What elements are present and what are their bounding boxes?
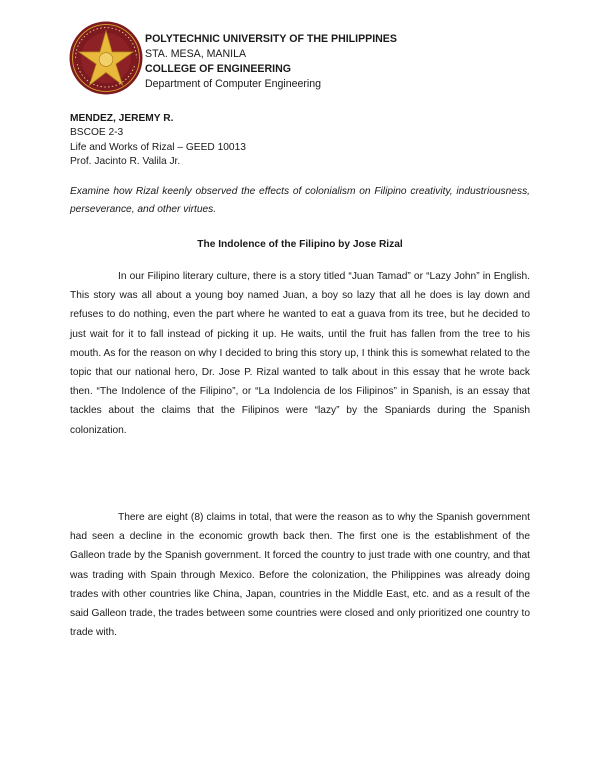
essay-prompt: Examine how Rizal keenly observed the effects of colonialism on Filipino creativity, industriousness, perseverance, and other virtues. (70, 186, 530, 215)
student-info (70, 112, 246, 170)
university-location: STA. MESA, MANILA (145, 48, 247, 60)
professor-name: Prof. Jacinto R. Valila Jr. (70, 156, 181, 168)
college-name: COLLEGE OF ENGINEERING (145, 63, 291, 75)
essay-paragraph: In our Filipino literary culture, there is a story titled “Juan Tamad” or “Lazy John” in English. This story was all about a young boy named Juan, a boy so lazy that all he does is lay down and refuses to do nothing, even the part where he wanted to eat a guava from its tree, but he decided to just wait for it to fall instead of picking it up. He waits, until the fruit has fallen from the tree to his mouth. As for the reason on why I decided to bring this story up, I think this is somewhat related to the topic that our national hero, Dr. Jose P. Rizal wanted to talk about in this essay that he wrote back then. “The Indolence of the Filipino”, or “La Indolencia de los Filipinos” in Spanish, is an essay that tackles about the claims that the Filipinos were “lazy” by the Spaniards during the Spanish colonization. (70, 271, 530, 436)
essay-paragraph: There are eight (8) claims in total, that were the reason as to why the Spanish government had seen a decline in the economic growth back then. The first one is the establishment of the Galleon trade by the Spanish government. It forced the country to just trade with one country, and that was trading with Spain through Mexico. Before the colonization, the Philippines was already doing trades with other countries like China, Japan, countries in the Middle East, etc. and as a result of the said Galleon trade, the trades between some countries were closed and only prioritized one country to trade with. (70, 512, 530, 639)
student-section: BSCOE 2-3 (70, 127, 124, 139)
essay-title: The Indolence of the Filipino by Jose Rizal (197, 239, 403, 250)
student-name: MENDEZ, JEREMY R. (70, 113, 174, 124)
letterhead (145, 32, 397, 92)
university-seal-icon (68, 20, 144, 96)
department-name: Department of Computer Engineering (145, 78, 322, 90)
university-name: POLYTECHNIC UNIVERSITY OF THE PHILIPPINES (145, 33, 397, 45)
course-name: Life and Works of Rizal – GEED 10013 (70, 141, 246, 153)
